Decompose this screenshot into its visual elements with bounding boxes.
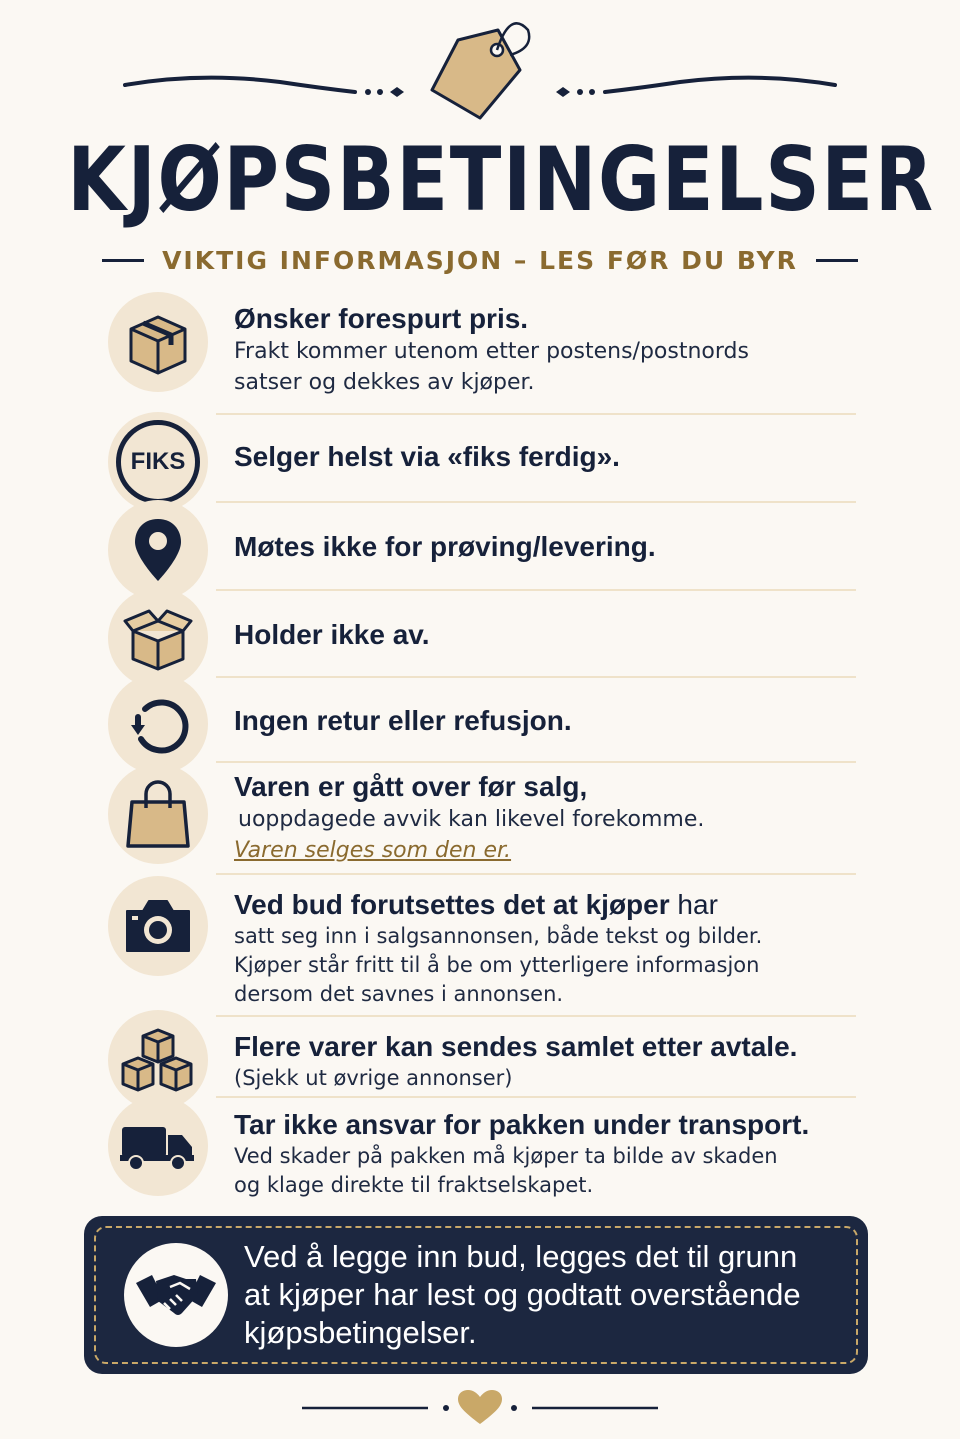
handshake-icon <box>124 1243 228 1347</box>
item-heading: Ingen retur eller refusjon. <box>234 705 572 736</box>
item-heading: Holder ikke av. <box>234 619 430 650</box>
divider <box>216 873 856 875</box>
box-icon <box>108 292 208 392</box>
item-text: Ved skader på pakken må kjøper ta bilde av skaden <box>234 1144 778 1168</box>
footer-ornament <box>0 1388 960 1433</box>
divider <box>216 761 856 763</box>
item-heading-rest: har <box>669 889 718 920</box>
shopping-bag-icon <box>108 764 208 864</box>
item-heading: Møtes ikke for prøving/levering. <box>234 531 656 562</box>
return-arrow-icon <box>108 674 208 774</box>
divider <box>216 413 856 415</box>
subtitle-row <box>0 240 960 280</box>
item-heading: Flere varer kan sendes samlet etter avtale. <box>234 1031 798 1062</box>
callout-line: at kjøper har lest og godtatt overstående <box>244 1277 801 1312</box>
price-tag-icon <box>432 23 529 118</box>
truck-icon <box>108 1096 208 1196</box>
divider <box>216 501 856 503</box>
item-text: satser og dekkes av kjøper. <box>234 370 535 395</box>
divider <box>216 589 856 591</box>
location-pin-icon <box>108 500 208 600</box>
item-text: satt seg inn i salgsannonsen, både tekst og bilder. <box>234 924 763 948</box>
header-ornament <box>0 0 960 130</box>
item-heading: Ønsker forespurt pris. <box>234 303 529 334</box>
fiks-badge: FIKS <box>116 420 200 504</box>
terms-callout <box>84 1216 868 1374</box>
stacked-boxes-icon <box>108 1010 208 1110</box>
item-text: dersom det savnes i annonsen. <box>234 982 564 1006</box>
item-text: Frakt kommer utenom etter postens/postnords <box>234 339 749 364</box>
item-text: Kjøper står fritt til å be om ytterligere informasjon <box>234 953 760 977</box>
fiks-icon <box>108 412 208 512</box>
subtitle-rule-right <box>816 259 858 262</box>
item-heading: Tar ikke ansvar for pakken under transport. <box>234 1109 810 1140</box>
item-heading: Varen er gått over før salg, <box>234 771 588 802</box>
item-text: og klage direkte til fraktselskapet. <box>234 1173 594 1197</box>
item-text: uoppdagede avvik kan likevel forekomme. <box>238 807 705 832</box>
heart-icon <box>458 1390 502 1424</box>
callout-line: Ved å legge inn bud, legges det til grunn <box>244 1239 798 1274</box>
callout-line: kjøpsbetingelser. <box>244 1315 477 1350</box>
camera-icon <box>108 876 208 976</box>
divider <box>216 1096 856 1098</box>
open-box-icon <box>108 588 208 688</box>
item-text: (Sjekk ut øvrige annonser) <box>234 1066 513 1090</box>
subtitle: VIKTIG INFORMASJON – LES FØR DU BYR <box>162 245 798 275</box>
as-is-link: Varen selges som den er. <box>234 838 512 863</box>
callout-text <box>244 1238 844 1352</box>
item-heading: Ved bud forutsettes det at kjøper <box>234 889 670 920</box>
divider <box>216 676 856 678</box>
divider <box>216 1015 856 1017</box>
subtitle-rule-left <box>102 259 144 262</box>
page-title: KJØPSBETINGELSER <box>67 128 935 231</box>
item-heading: Selger helst via «fiks ferdig». <box>234 441 620 472</box>
